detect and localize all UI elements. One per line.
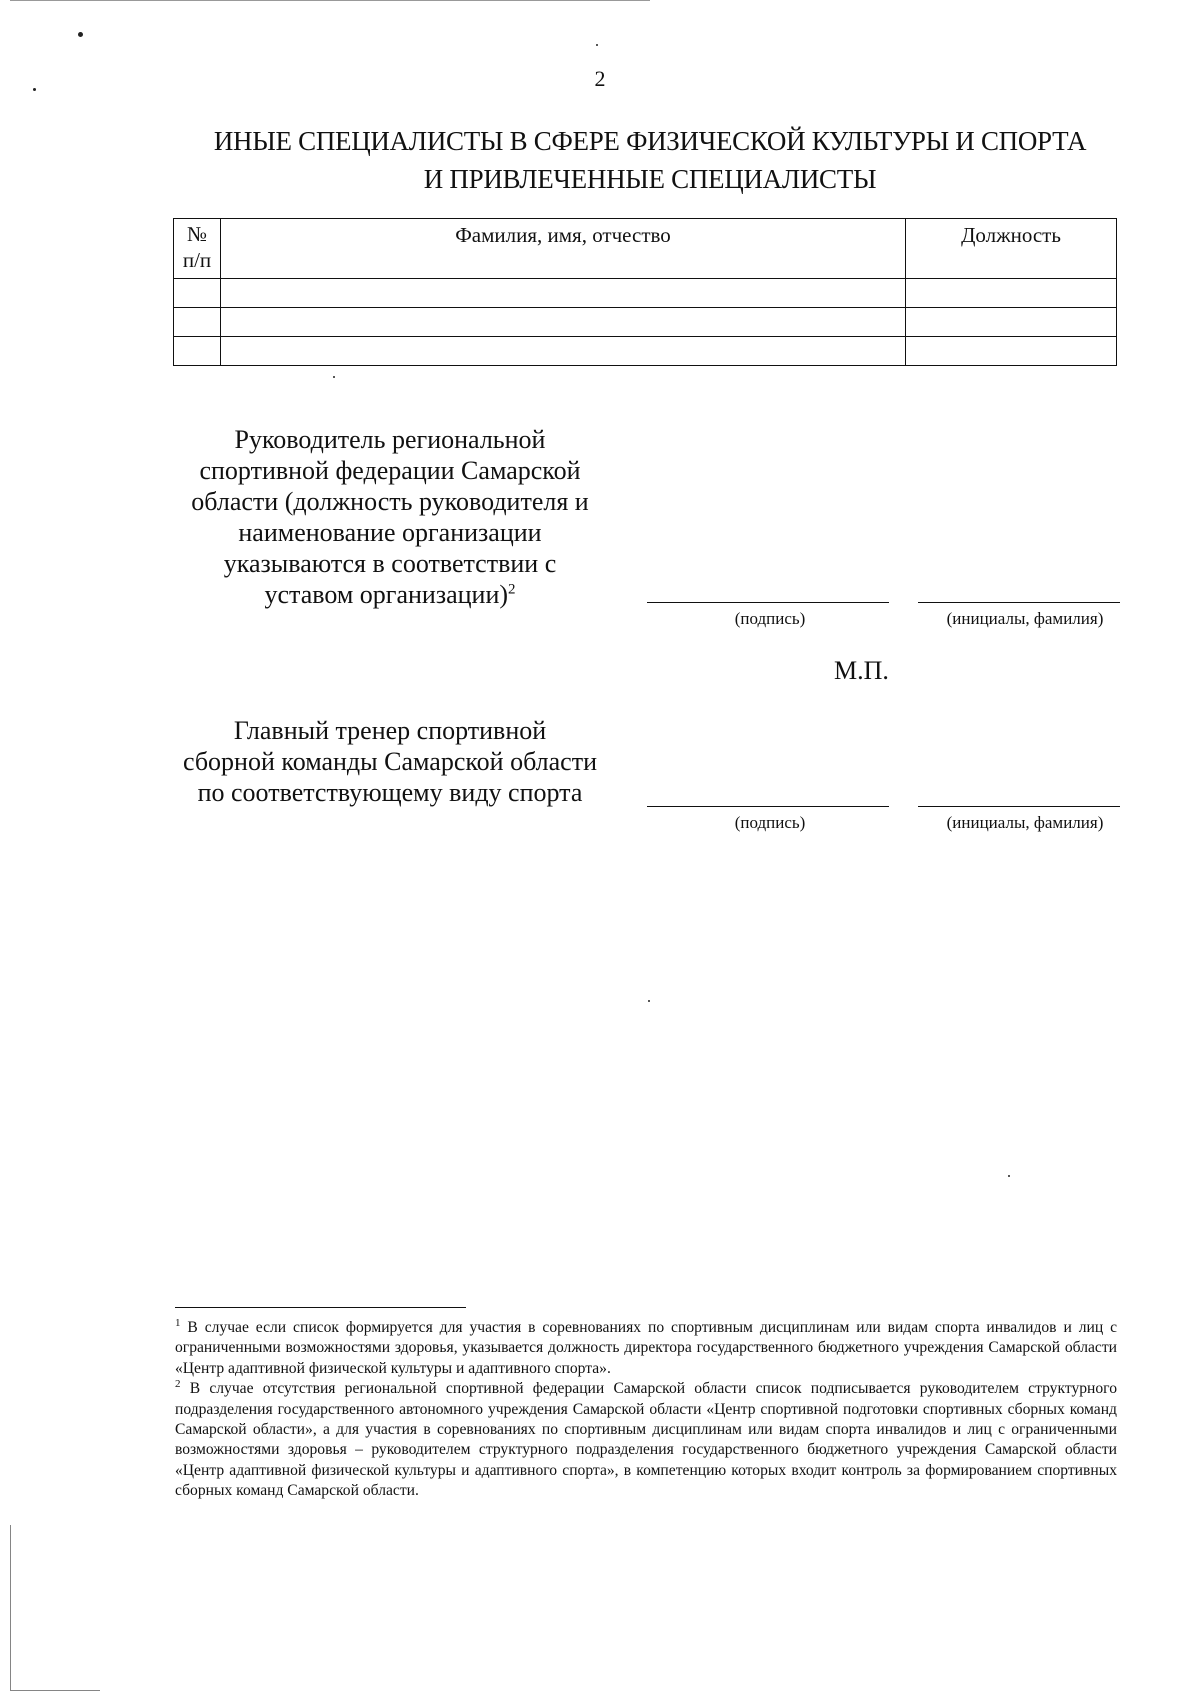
coach-label-line: Главный тренер спортивной <box>233 716 547 745</box>
footnote-number: 1 <box>175 1316 181 1329</box>
coach-name-caption: (инициалы, фамилия) <box>946 813 1104 832</box>
head-name-line <box>918 602 1120 603</box>
table-header-row <box>174 219 1117 279</box>
head-label-line: области (должность руководителя и <box>191 487 589 516</box>
scan-speck <box>333 376 335 378</box>
table-row <box>174 337 1117 366</box>
cell-full-name <box>221 308 906 337</box>
table-row <box>174 279 1117 308</box>
scan-edge-bottom <box>10 1690 100 1691</box>
head-label-line <box>150 579 630 610</box>
footnote <box>175 1318 1117 1379</box>
scan-edge-left <box>10 1525 11 1690</box>
specialists-table <box>173 218 1117 366</box>
footnote-text: В случае отсутствия региональной спортивной федерации Самарской области список подписывается руководителем структурного подразделения государственного автономного учреждения Самарской области «Центр спортивной подготовки спортивных сборных команд Самарской области», а для участия в соревнованиях по спортивным дисциплинам или видам спорта инвалидов и лиц с ограниченными возможностями здоровья – руководителем структурного подразделения государственного бюджетного учреждения Самарской области «Центр адаптивной физической культуры и адаптивного спорта», в компетенцию которых входит контроль за формированием спортивных сборных команд Самарской области. <box>175 1380 1117 1500</box>
page-title <box>150 122 1150 198</box>
cell-number <box>174 308 221 337</box>
head-name-caption: (инициалы, фамилия) <box>946 609 1104 628</box>
head-signature-caption: (подпись) <box>734 609 806 628</box>
footnotes <box>175 1318 1117 1502</box>
footnote-ref: 2 <box>508 581 516 598</box>
head-signature-line <box>647 602 889 603</box>
head-label-line: указываются в соответствии с <box>223 549 557 578</box>
cell-full-name <box>221 279 906 308</box>
coach-label-line: сборной команды Самарской области <box>182 747 598 776</box>
stamp-placeholder: М.П. <box>834 656 889 685</box>
coach-signature-line <box>647 806 889 807</box>
head-label-last-line: уставом организации) <box>264 580 509 609</box>
cell-position <box>906 337 1117 366</box>
footnote-number: 2 <box>175 1378 181 1391</box>
header-number <box>174 219 221 279</box>
page-title-line: ИНЫЕ СПЕЦИАЛИСТЫ В СФЕРЕ ФИЗИЧЕСКОЙ КУЛЬТУРЫ И СПОРТА <box>213 126 1087 156</box>
head-label-line: наименование организации <box>238 518 542 547</box>
scan-speck <box>78 32 83 37</box>
cell-position <box>906 279 1117 308</box>
cell-position <box>906 308 1117 337</box>
table-row <box>174 308 1117 337</box>
header-number-symbol: № <box>186 222 208 246</box>
page-number: 2 <box>594 66 606 91</box>
coach-signature-caption: (подпись) <box>734 813 806 832</box>
cell-number <box>174 337 221 366</box>
header-position: Должность <box>906 219 1117 279</box>
scan-speck <box>1008 1175 1010 1177</box>
coach-signatory-label <box>150 715 630 808</box>
cell-full-name <box>221 337 906 366</box>
coach-label-line: по соответствующему виду спорта <box>197 778 583 807</box>
scan-speck <box>596 44 598 46</box>
footnote-separator <box>175 1307 466 1308</box>
coach-name-line <box>918 806 1120 807</box>
header-full-name: Фамилия, имя, отчество <box>221 219 906 279</box>
footnote-text: В случае если список формируется для участия в соревнованиях по спортивным дисциплинам или видам спорта инвалидов и лиц с ограниченными возможностями здоровья, указывается должность директора государственного бюджетного учреждения Самарской области «Центр адаптивной физической культуры и адаптивного спорта». <box>175 1319 1117 1377</box>
cell-number <box>174 279 221 308</box>
footnote <box>175 1379 1117 1501</box>
head-signatory-label <box>150 424 630 610</box>
head-label-line: Руководитель региональной <box>234 425 546 454</box>
page-title-line: И ПРИВЛЕЧЕННЫЕ СПЕЦИАЛИСТЫ <box>423 164 877 194</box>
head-label-line: спортивной федерации Самарской <box>199 456 581 485</box>
header-number-abbr: п/п <box>182 248 212 272</box>
scan-speck <box>648 1000 650 1002</box>
scan-edge-top <box>10 0 650 1</box>
